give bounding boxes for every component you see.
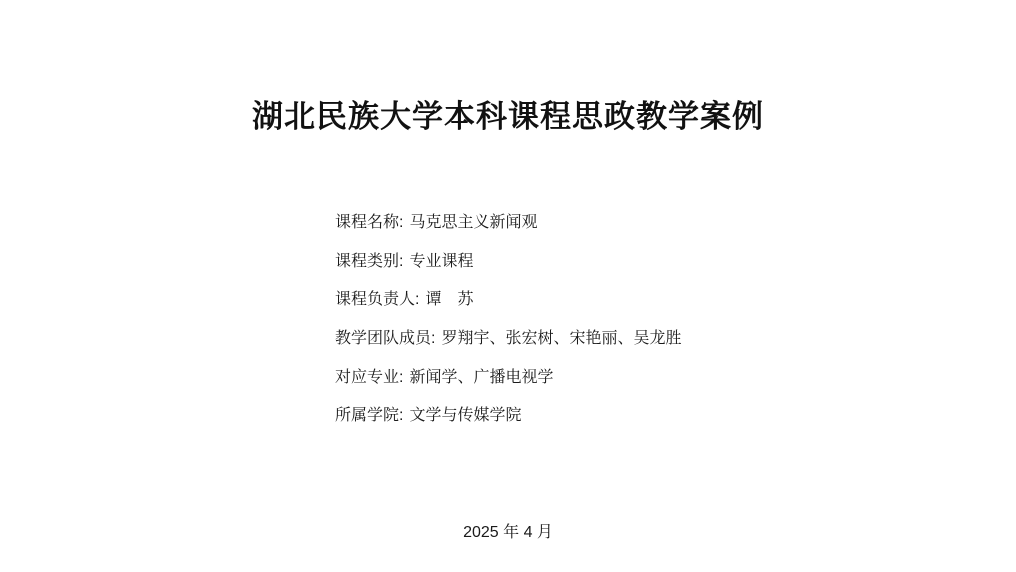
field-label-course-name: 课程名称:	[335, 214, 404, 231]
field-label-course-leader: 课程负责人:	[335, 291, 420, 309]
field-value-course-leader: 谭 苏	[425, 291, 474, 309]
field-value-course-name: 马克思主义新闻观	[409, 214, 538, 231]
list-item	[335, 211, 935, 234]
list-item	[335, 366, 935, 389]
field-label-college: 所属学院:	[335, 407, 404, 425]
field-label-team-members: 教学团队成员:	[335, 330, 436, 348]
field-value-course-category: 专业课程	[409, 252, 474, 270]
list-item	[335, 288, 935, 311]
course-info-list	[335, 211, 935, 443]
list-item	[335, 404, 935, 427]
page-title: 湖北民族大学本科课程思政教学案例	[252, 99, 764, 134]
field-value-team-members: 罗翔宇、张宏树、宋艳丽、吴龙胜	[441, 330, 682, 348]
field-label-course-category: 课程类别:	[335, 252, 404, 270]
list-item	[335, 327, 935, 350]
list-item	[335, 250, 935, 273]
field-value-college: 文学与传媒学院	[409, 407, 522, 425]
field-label-related-majors: 对应专业:	[335, 368, 404, 386]
field-value-related-majors: 新闻学、广播电视学	[409, 368, 554, 386]
document-date: 2025 年 4 月	[463, 524, 553, 541]
